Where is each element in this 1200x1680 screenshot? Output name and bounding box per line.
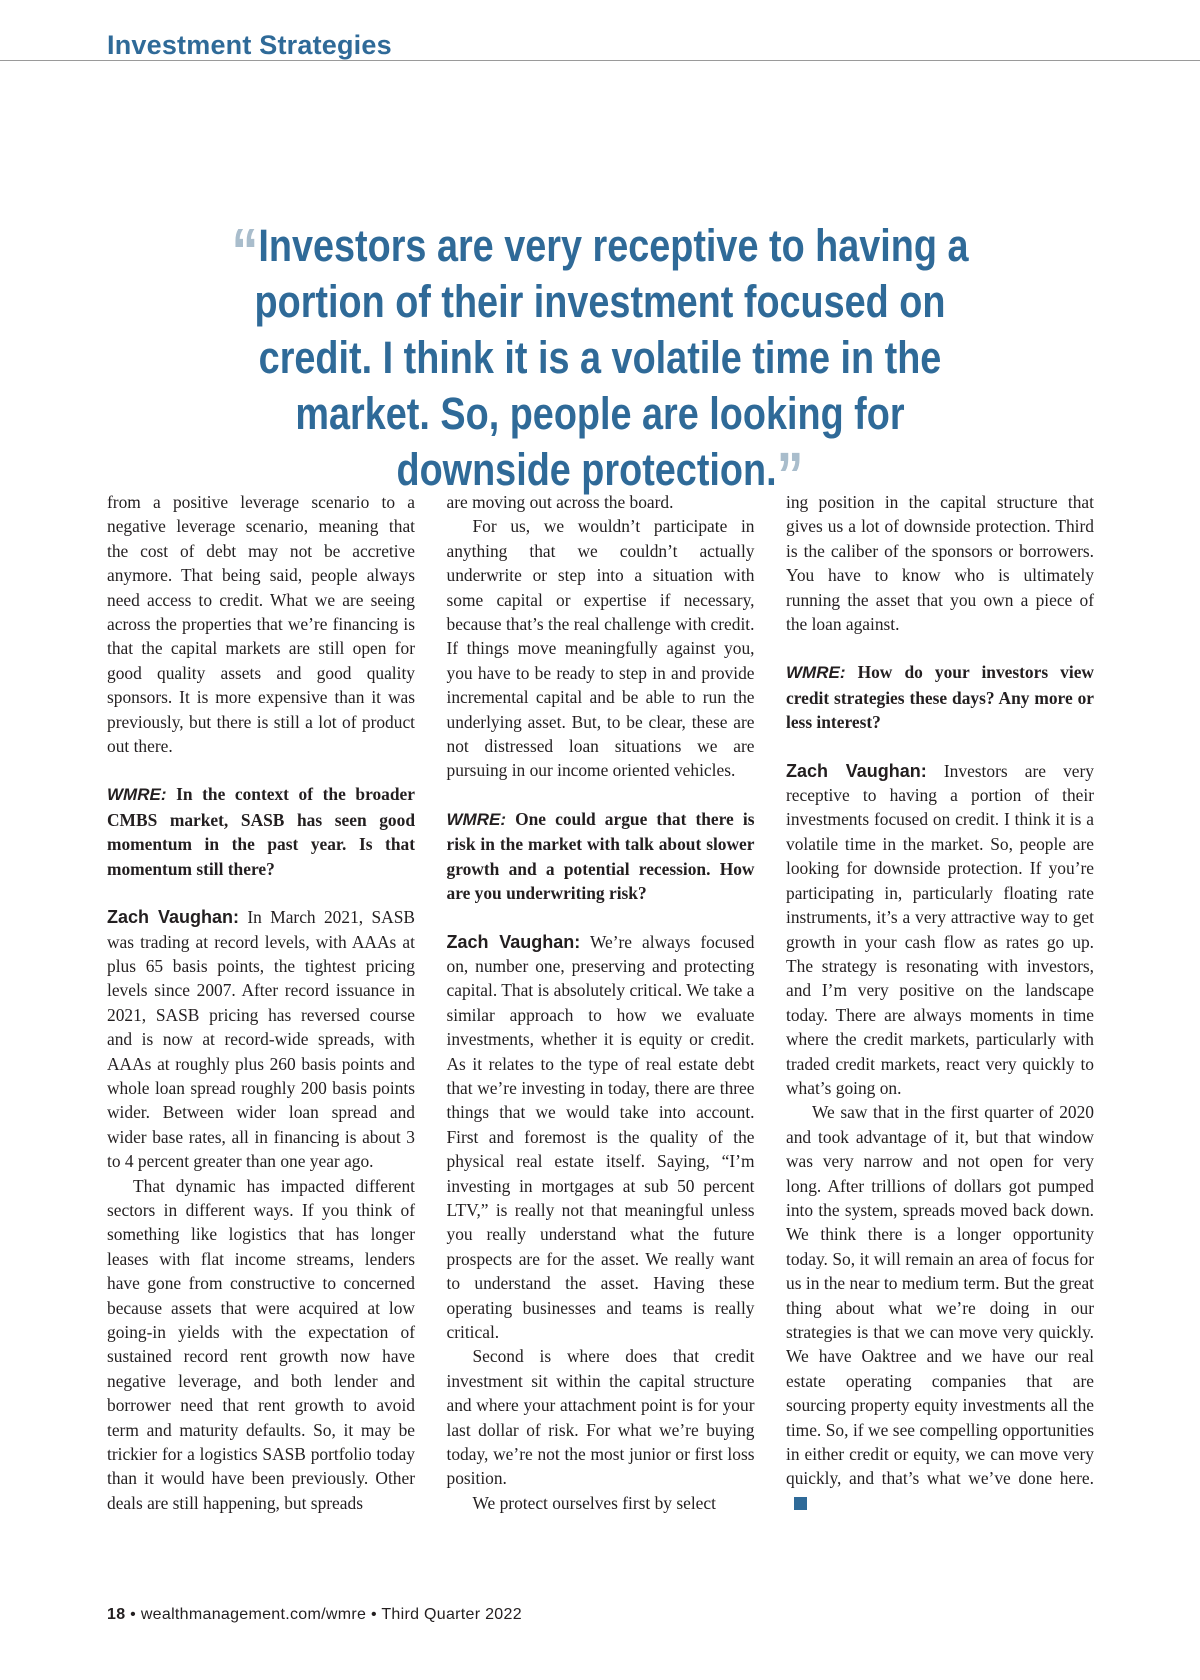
open-quote-mark: “	[231, 215, 259, 287]
article-column-2	[447, 490, 755, 1570]
paragraph-text: from a positive leverage scenario to a negative leverage scenario, meaning that the cost of debt may not be accretive anymore. That being said, people always need access to credit. What we are seeing across the properties that we’re financing is that the capital markets are still open for good quality assets and good quality sponsors. It is more expensive than it was previously, but there is still a lot of product out there.	[107, 492, 415, 757]
page-footer	[107, 1606, 522, 1624]
speaker-label: Zach Vaughan:	[446, 931, 581, 952]
interview-question	[786, 660, 1094, 734]
header-rule	[0, 60, 1200, 61]
interview-answer	[107, 905, 415, 1173]
paragraph-text: We saw that in the first quarter of 2020 and took advantage of it, but that window was very narrow and not open for very long. After trillions of dollars got pumped into the system, spreads moved back down. We think there is a longer opportunity today. So, it will remain an area of focus for us in the near to medium term. But the great thing about what we’re doing in our strategies is that we can move very quickly. We have Oaktree and we have our real estate operating companies that are sourcing property equity investments all the time. So, if we see compelling opportunities in either credit or equity, we can move very quickly, and that’s what we’ve done here.	[786, 1102, 1094, 1489]
answer-text: In March 2021, SASB was trading at record levels, with AAAs at plus 65 basis points, the tightest pricing levels since 2007. After record issuance in 2021, SASB pricing has reversed course and is now at record-wide spreads, with AAAs at roughly plus 260 basis points and whole loan spread roughly 200 basis points wider. Between wider loan spread and wider base rates, all in financing is about 3 to 4 percent greater than one year ago.	[107, 907, 415, 1172]
article-column-1	[107, 490, 415, 1570]
question-text: One could argue that there is risk in the market with talk about slower growth and a potential recession. How are you underwriting risk?	[446, 808, 755, 904]
interview-answer	[786, 759, 1094, 1101]
pull-quote-text: Investors are very receptive to having a portion of their investment focused on credit. I think it is a volatile time in the market. So, people are looking for downside protection.	[254, 220, 969, 495]
question-text: How do your investors view credit strategies these days? Any more or less interest?	[786, 662, 1094, 733]
article-column-3	[786, 490, 1094, 1570]
interview-question	[107, 782, 415, 881]
body-paragraph	[107, 490, 415, 758]
answer-text: Investors are very receptive to having a portion of their investments focused on credit. I think it is a volatile time in the market. So, people are looking for downside protection. If you’re participating in, particularly floating rate instruments, it’s a very attractive way to get growth in your cash flow as rates go up. The strategy is resonating with investors, and I’m very positive on the landscape today. There are always moments in time where the credit markets, particularly with traded credit markets, react very quickly to what’s going on.	[786, 760, 1094, 1098]
section-header: Investment Strategies	[107, 30, 392, 60]
paragraph-text: For us, we wouldn’t participate in anything that we couldn’t actually underwrite or step into a situation with some capital or expertise if necessary, because that’s the real challenge with credit. If things move meaningfully against you, you have to be ready to step in and provide incremental capital and be able to run the underlying asset. But, to be clear, these are not distressed loan situations we are pursuing in our income oriented vehicles.	[446, 516, 755, 781]
interviewer-label: WMRE:	[446, 809, 506, 829]
end-of-article-mark	[794, 1497, 807, 1510]
interviewer-label: WMRE:	[786, 663, 846, 683]
page-number: 18	[107, 1606, 126, 1623]
body-paragraph	[786, 1100, 1094, 1515]
interviewer-label: WMRE:	[107, 785, 167, 805]
footer-separator: •	[130, 1606, 137, 1623]
body-paragraph	[447, 514, 755, 782]
body-paragraph	[107, 1174, 415, 1516]
paragraph-text: ing position in the capital structure that gives us a lot of downside protection. Third is the caliber of the sponsors or borrowers. You have to know who is ultimately running the asset that you own a piece of the loan against.	[786, 492, 1094, 635]
body-paragraph	[447, 1344, 755, 1490]
paragraph-text: Second is where does that credit investment sit within the capital structure and where your attachment point is for your last dollar of risk. For what we’re buying today, we’re not the most junior or first loss position.	[446, 1346, 755, 1489]
footer-issue: Third Quarter 2022	[381, 1606, 522, 1623]
speaker-label: Zach Vaughan:	[786, 760, 927, 781]
footer-separator: •	[370, 1606, 377, 1623]
paragraph-text: are moving out across the board.	[446, 492, 674, 512]
body-paragraph	[447, 490, 755, 514]
answer-text: We’re always focused on, number one, preserving and protecting capital. That is absolutely critical. We take a similar approach to how we evaluate investments, whether it is equity or credit. As it relates to the type of real estate debt that we’re investing in today, there are three things that we would take into account. First and foremost is the quality of the physical real estate itself. Saying, “I’m investing in mortgages at sub 50 percent LTV,” is really not that meaningful unless you really understand what the future prospects are for the asset. We really want to understand the asset. Having these operating businesses and teams is really critical.	[446, 931, 755, 1342]
body-paragraph	[447, 1491, 755, 1515]
body-paragraph	[786, 490, 1094, 636]
footer-site: wealthmanagement.com/wmre	[140, 1606, 367, 1623]
paragraph-text: That dynamic has impacted different sectors in different ways. If you think of something like logistics that has longer leases with flat income streams, lenders have gone from constructive to concerned because assets that were acquired at low going-in yields with the expectation of sustained record rent growth now have negative leverage, and both lender and borrower need that rent growth to avoid term and maturity defaults. So, it may be trickier for a logistics SASB portfolio today than it would have been previously. Other deals are still happening, but spreads	[107, 1175, 415, 1513]
interview-answer	[447, 930, 755, 1345]
speaker-label: Zach Vaughan:	[107, 907, 240, 928]
close-quote-mark: ”	[776, 439, 804, 511]
interview-question	[447, 807, 755, 906]
article-columns	[107, 490, 1094, 1570]
question-text: In the context of the broader CMBS market, SASB has seen good momentum in the past year. Is that momentum still there?	[107, 784, 415, 879]
paragraph-text: We protect ourselves first by select	[472, 1492, 716, 1513]
